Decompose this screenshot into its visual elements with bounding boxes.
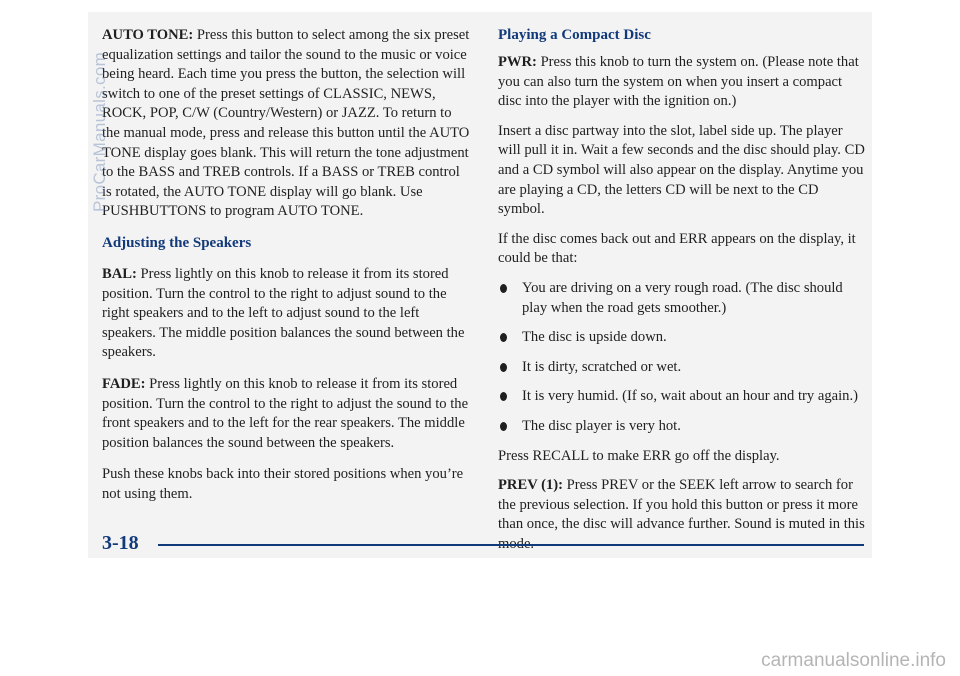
bullet-icon xyxy=(500,284,507,293)
list-item-text: It is dirty, scratched or wet. xyxy=(522,358,682,375)
pwr-text: Press this knob to turn the system on. (Please note that you can also turn the system on when you insert a compact disc into the player with the ignition on.) xyxy=(498,54,859,110)
bal-term: BAL: xyxy=(102,265,137,282)
auto-tone-text: Press this button to select among the six preset equalization settings and tailor the sound to the music or voice being heard. Each time you press the button, the selection will switch to one of the preset settings of CLASSIC, NEWS, ROCK, POP, C/W (Country/Western) or JAZZ. To return to the manual mode, press and release this button until the AUTO TONE display goes blank. This will return the tone adjustment to the BASS and TREB controls. If a BASS or TREB control is rotated, the AUTO TONE display will go blank. Use PUSHBUTTONS to program AUTO TONE. xyxy=(102,27,470,220)
footer-rule xyxy=(158,544,864,546)
fade-term: FADE: xyxy=(102,375,146,392)
cd-heading: Playing a Compact Disc xyxy=(498,27,651,43)
err-reasons-list xyxy=(498,279,866,437)
right-column xyxy=(498,26,866,566)
bullet-icon xyxy=(500,422,507,431)
list-item-text: The disc is upside down. xyxy=(522,329,667,346)
bottom-watermark: carmanualsonline.info xyxy=(761,650,946,671)
list-item xyxy=(498,279,866,318)
page-footer xyxy=(102,530,864,556)
list-item-text: It is very humid. (If so, wait about an hour and try again.) xyxy=(522,388,858,405)
bal-text: Press lightly on this knob to release it from its stored position. Turn the control to the right to adjust sound to the right speakers and to the left to adjust sound to the left speakers. The middle position balances the sound between the speakers. xyxy=(102,265,465,361)
prev-text: Press PREV or the SEEK left arrow to search for the previous selection. If you hold this button or press it more than once, the disc will advance further. Sound is muted in this xyxy=(498,477,865,533)
push-knobs-paragraph: Push these knobs back into their stored positions when you’re not using them. xyxy=(102,466,464,502)
left-column xyxy=(102,26,472,516)
bullet-icon xyxy=(500,333,507,342)
bullet-icon xyxy=(500,363,507,372)
recall-paragraph: Press RECALL to make ERR go off the display. xyxy=(498,447,780,464)
page-number: 3-18 xyxy=(102,532,139,554)
bal-paragraph xyxy=(102,265,472,363)
list-item xyxy=(498,328,866,348)
prev-term: PREV (1): xyxy=(498,477,563,494)
list-item xyxy=(498,417,866,437)
list-item-text: The disc player is very hot. xyxy=(522,417,681,434)
auto-tone-term: AUTO TONE: xyxy=(102,27,194,43)
list-item xyxy=(498,387,866,407)
speakers-heading: Adjusting the Speakers xyxy=(102,234,252,251)
list-item-text: You are driving on a very rough road. (The disc should play when the road gets smoother.) xyxy=(522,279,843,316)
fade-paragraph xyxy=(102,375,472,453)
auto-tone-paragraph xyxy=(102,26,472,222)
bullet-icon xyxy=(500,392,507,401)
err-intro-paragraph: If the disc comes back out and ERR appears on the display, it could be that: xyxy=(498,230,856,267)
insert-disc-paragraph: Insert a disc partway into the slot, label side up. The player will pull it in. Wait a few seconds and the disc should play. CD and a CD symbol will also appear on the display. Anytime you are playing a CD, the letters CD will be next to the CD symbol. xyxy=(498,122,865,218)
pwr-term: PWR: xyxy=(498,54,537,70)
manual-page xyxy=(88,12,872,558)
side-watermark: ProCarManuals.com xyxy=(90,51,109,212)
pwr-paragraph xyxy=(498,53,866,112)
list-item xyxy=(498,358,866,378)
fade-text: Press lightly on this knob to release it from its stored position. Turn the control to the right to adjust the sound to the front speakers and to the left for the rear speakers. The middle position balances the sound between the speakers. xyxy=(102,375,469,451)
